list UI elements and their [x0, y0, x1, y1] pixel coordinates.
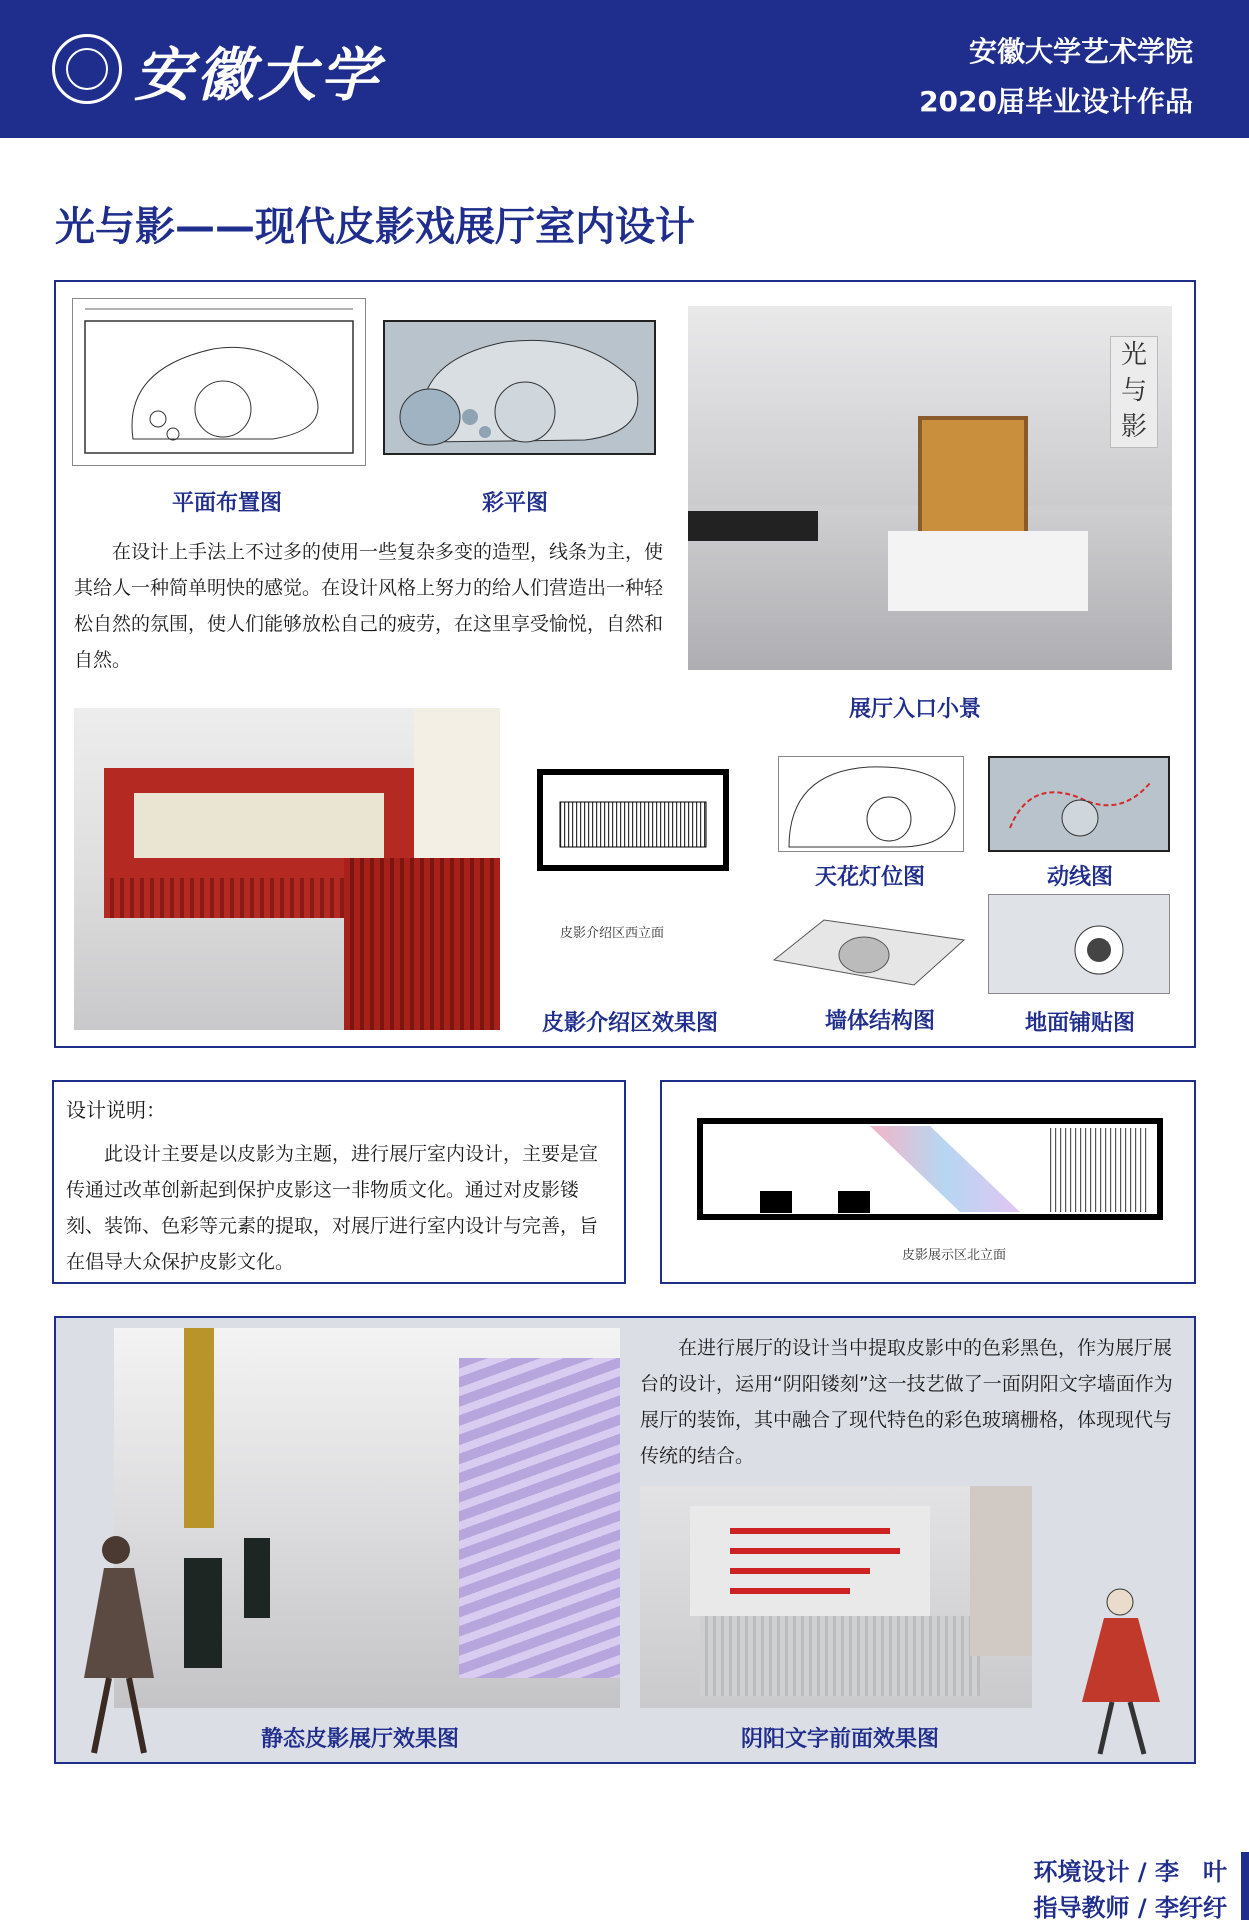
advisor-credit: 指导教师 / 李纡纡 [1033, 1894, 1227, 1922]
west-elevation-drawing [520, 752, 746, 880]
gold-panel [184, 1328, 214, 1528]
design-notes-paragraph: 此设计主要是以皮影为主题，进行展厅室内设计，主要是宣传通过改革创新起到保护皮影这一非物质文化。通过对皮影镂刻、装饰、色彩等元素的提取，对展厅进行室内设计与完善，旨在倡导大众保护皮影文化。 [66, 1143, 599, 1273]
caption-plan: 平面布置图 [171, 491, 282, 516]
north-elevation-image [670, 1096, 1186, 1266]
display-pedestal-2 [244, 1538, 270, 1618]
caption-flow: 动线图 [1046, 865, 1113, 890]
grille-counter [700, 1616, 980, 1696]
caption-intro-effect: 皮影介绍区效果图 [541, 1011, 718, 1036]
color-plan-image [383, 320, 656, 455]
wall-structure-image [764, 900, 974, 1000]
color-plan-drawing [385, 322, 656, 455]
circulation-flow-image [988, 756, 1170, 852]
caption-entrance: 展厅入口小景 [848, 697, 981, 722]
yinyang-wall-render-image [640, 1486, 1032, 1708]
exhibition-subtitle: 2020届毕业设计作品 [919, 85, 1193, 118]
entrance-wall-calligraphy: 光与影 [1110, 336, 1158, 448]
entrance-render-image [688, 306, 1172, 670]
design-paragraph: 在设计上手法上不过多的使用一些复杂多变的造型，线条为主，使其给人一种简单明快的感觉。在设计风格上努力的给人们营造出一种轻松自然的氛围，使人们能够放松自己的疲劳，在这里享受愉悦，自然和自然。 [74, 541, 664, 671]
red-slats-left [104, 878, 344, 918]
ceiling-light-plan-image [778, 756, 964, 852]
floor-tiling-image [988, 894, 1170, 994]
text-wall [690, 1506, 930, 1616]
north-elevation-drawing [670, 1096, 1186, 1266]
caption-wall: 墙体结构图 [824, 1009, 935, 1034]
display-stand [688, 511, 818, 541]
display-pedestal [184, 1558, 222, 1668]
designer-credit: 环境设计 / 李 叶 [1033, 1858, 1227, 1886]
puppet-display-case [970, 1486, 1032, 1656]
university-seal-inner [66, 48, 108, 90]
red-slats [344, 858, 500, 1030]
entrance-counter [888, 531, 1088, 611]
panel-strip [134, 793, 384, 858]
west-elevation-image [520, 752, 746, 880]
puppet-banner [414, 708, 500, 858]
section-3-paragraph: 在进行展厅的设计当中提取皮影中的色彩黑色，作为展厅展台的设计，运用“阴阳镂刻”这一技艺做了一面阴阳文字墙面作为展厅的装饰，其中融合了现代特色的彩色玻璃栅格，体现现代与传统的结合。 [640, 1337, 1173, 1467]
shadow-puppet-figure-right [1062, 1582, 1182, 1758]
university-logo-text: 安徽大学 [134, 41, 383, 109]
shadow-puppet-figure-left [64, 1528, 174, 1758]
red-text-lines [690, 1506, 930, 1616]
circulation-flow-drawing [990, 758, 1170, 852]
purple-glass-grille [459, 1358, 620, 1678]
floor-plan-image [72, 298, 366, 466]
footer-accent-bar [1241, 1852, 1249, 1920]
caption-static-hall: 静态皮影展厅效果图 [260, 1727, 459, 1752]
design-notes-heading: 设计说明： [66, 1098, 166, 1122]
north-elevation-label: 皮影展示区北立面 [902, 1248, 1007, 1263]
wall-structure-drawing [764, 900, 974, 1000]
intro-area-render-image [74, 708, 500, 1030]
ceiling-light-drawing [779, 757, 964, 852]
floor-tiling-drawing [989, 895, 1170, 994]
west-elevation-label: 皮影介绍区西立面 [560, 926, 665, 941]
page-title: 光与影——现代皮影戏展厅室内设计 [55, 204, 695, 250]
floor-plan-drawing [73, 299, 366, 466]
college-name: 安徽大学艺术学院 [968, 35, 1193, 68]
caption-color-plan: 彩平图 [481, 491, 548, 516]
caption-ceiling: 天花灯位图 [814, 865, 925, 890]
static-hall-render-image [114, 1328, 620, 1708]
caption-yinyang-wall: 阴阳文字前面效果图 [740, 1727, 939, 1752]
caption-floor: 地面铺贴图 [1024, 1011, 1135, 1036]
